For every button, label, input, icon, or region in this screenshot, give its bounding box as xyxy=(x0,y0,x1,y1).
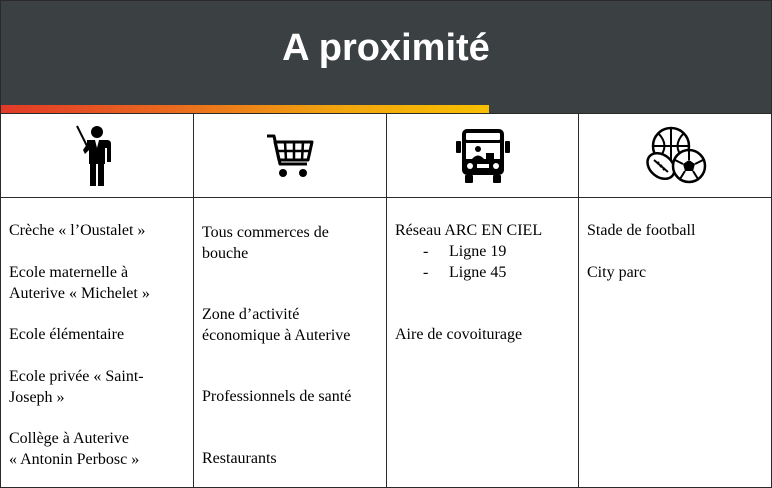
shopping-cart-icon xyxy=(265,132,315,180)
list-item: Aire de covoiturage xyxy=(395,326,523,343)
bus-icon xyxy=(454,127,512,185)
icon-cell xyxy=(579,114,771,198)
sports-balls-icon xyxy=(641,124,709,188)
bullet-dash: - xyxy=(423,264,429,281)
bus-line-label: Ligne 19 xyxy=(449,243,507,260)
list-item: Ecole privée « Saint- Joseph » xyxy=(9,368,144,406)
page-title: A proximité xyxy=(282,27,490,69)
list-item: Professionnels de santé xyxy=(202,388,352,405)
list-item: Restaurants xyxy=(202,450,277,467)
list-item: Zone d’activité économique à Auterive xyxy=(202,306,351,344)
column-sports xyxy=(579,114,771,488)
list-item: Stade de football xyxy=(587,222,696,239)
bus-line-label: Ligne 45 xyxy=(449,264,507,281)
list-item: City parc xyxy=(587,264,647,281)
icon-cell xyxy=(1,114,193,198)
column-transport xyxy=(387,114,579,488)
nearby-table xyxy=(1,113,771,487)
accent-bar xyxy=(1,105,489,113)
column-shops xyxy=(194,114,387,488)
column-education xyxy=(1,114,194,488)
list-item: Ecole maternelle à Auterive « Michelet » xyxy=(9,264,150,302)
list-item: Collège à Auterive « Antonin Perbosc » xyxy=(9,430,140,468)
list-item: Crèche « l’Oustalet » xyxy=(9,222,146,239)
bullet-dash: - xyxy=(423,243,429,260)
network-name: Réseau ARC EN CIEL xyxy=(395,222,543,239)
list-item: Tous commerces de bouche xyxy=(202,224,329,262)
icon-cell xyxy=(194,114,386,198)
icon-cell xyxy=(387,114,578,198)
header-banner xyxy=(1,1,771,113)
teacher-icon xyxy=(75,124,119,188)
list-item: Ecole élémentaire xyxy=(9,326,125,343)
